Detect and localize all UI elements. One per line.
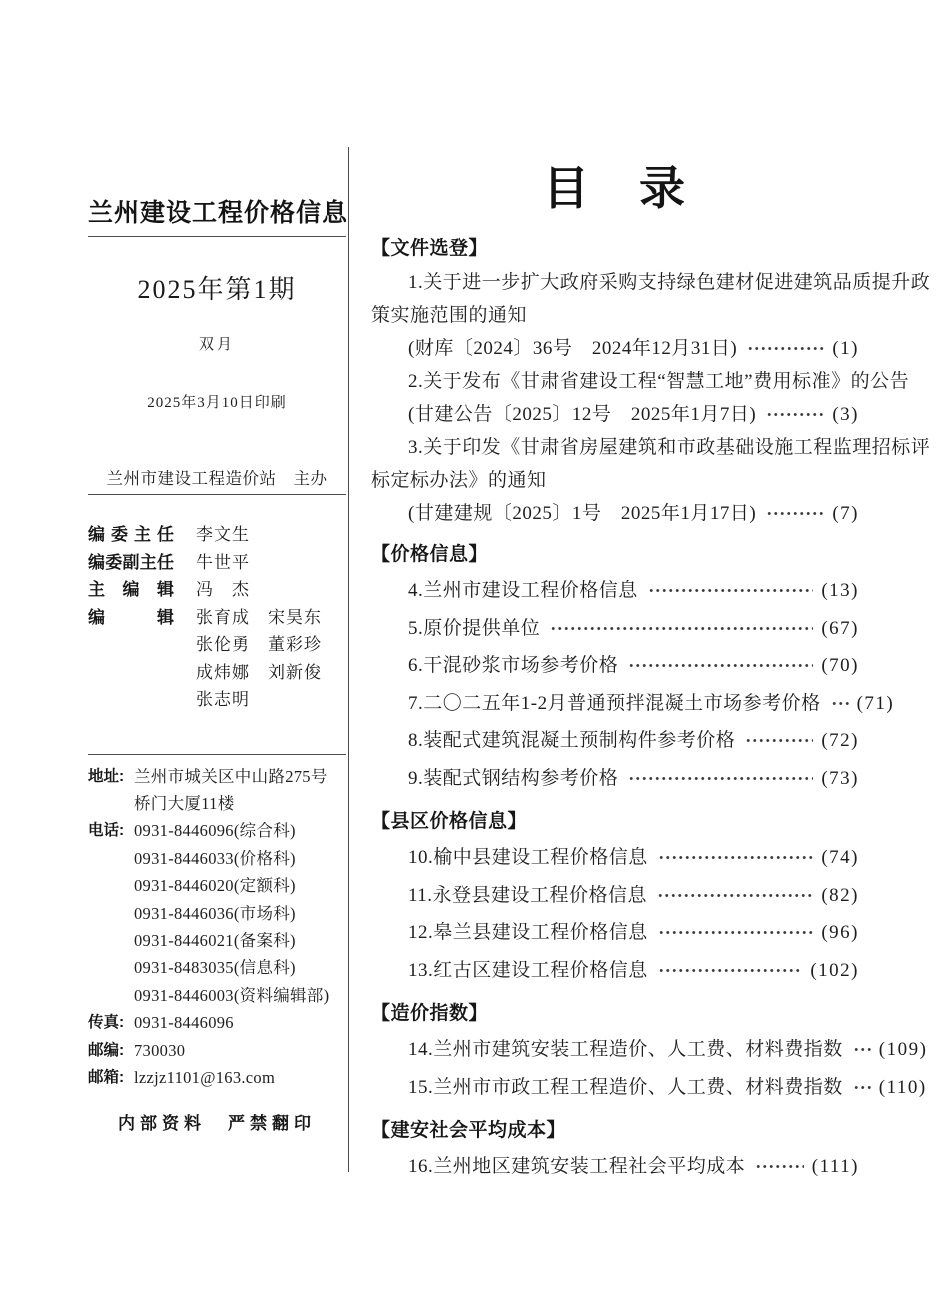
contact-value: 0931-8446096(综合科) bbox=[134, 821, 296, 841]
contact-row bbox=[88, 1037, 346, 1064]
organizer: 兰州市建设工程造价站 主办 bbox=[88, 469, 346, 495]
contact-block bbox=[88, 763, 346, 1092]
toc-dot-leader bbox=[550, 619, 813, 638]
toc-dot-leader bbox=[747, 339, 824, 358]
editorial-label bbox=[88, 659, 174, 687]
toc-section-header: 【文件选登】 bbox=[371, 238, 489, 259]
contact-label bbox=[88, 845, 134, 872]
editorial-row bbox=[88, 521, 346, 549]
toc-item-text: 7.二〇二五年1-2月普通预拌混凝土市场参考价格 bbox=[408, 692, 821, 714]
right-column bbox=[371, 158, 931, 1186]
toc-dot-leader bbox=[657, 886, 813, 905]
contact-row bbox=[88, 817, 346, 844]
toc-item-text: (财库〔2024〕36号 2024年12月31日) bbox=[408, 338, 738, 359]
contact-row bbox=[88, 1064, 346, 1091]
contact-value: 桥门大厦11楼 bbox=[134, 793, 235, 813]
editorial-row bbox=[88, 631, 346, 659]
contact-value: 兰州市城关区中山路275号 bbox=[134, 766, 328, 786]
toc-item-text: (甘建公告〔2025〕12号 2025年1月7日) bbox=[408, 404, 757, 425]
toc-page-number: (73) bbox=[821, 767, 859, 789]
toc-dot-leader bbox=[853, 1078, 871, 1097]
editorial-label bbox=[88, 631, 174, 659]
editorial-label: 主编辑 bbox=[88, 580, 174, 599]
contact-label bbox=[88, 900, 134, 927]
toc-item-text: 14.兰州市建筑安装工程造价、人工费、材料费指数 bbox=[408, 1039, 843, 1060]
toc-page-number: (110) bbox=[878, 1076, 927, 1098]
toc-item-text: 9.装配式钢结构参考价格 bbox=[408, 767, 619, 789]
toc-item-text: 10.榆中县建设工程价格信息 bbox=[408, 847, 648, 868]
contact-label: 邮编: bbox=[88, 1041, 125, 1059]
contact-row bbox=[88, 872, 346, 899]
editorial-label: 编委副主任 bbox=[88, 552, 174, 572]
contact-row bbox=[88, 1009, 346, 1036]
editorial-names: 牛世平 bbox=[196, 552, 250, 572]
toc-entry bbox=[371, 877, 859, 915]
toc-page-number: (67) bbox=[821, 617, 859, 639]
toc-dot-leader bbox=[766, 405, 824, 424]
toc-page-number: (1) bbox=[832, 338, 859, 359]
contact-row bbox=[88, 790, 346, 817]
contact-label bbox=[88, 790, 134, 817]
editorial-label: 编委主任 bbox=[88, 525, 174, 544]
toc-page-number: (70) bbox=[821, 655, 859, 676]
contact-value: lzzjz1101@163.com bbox=[134, 1067, 276, 1087]
toc-item-text: 6.干混砂浆市场参考价格 bbox=[408, 655, 619, 676]
toc-entry bbox=[371, 1069, 927, 1107]
toc-entry bbox=[371, 685, 895, 723]
contact-label bbox=[88, 872, 134, 899]
toc-dot-leader bbox=[755, 1157, 803, 1176]
toc-item-line: 2.关于发布《甘肃省建设工程“智慧工地”费用标准》的公告 bbox=[408, 371, 910, 392]
editorial-names: 冯 杰 bbox=[196, 580, 250, 599]
toc-item-text: (甘建建规〔2025〕1号 2025年1月17日) bbox=[408, 503, 757, 524]
publication-title: 兰州建设工程价格信息 bbox=[88, 199, 349, 227]
toc-page-number: (82) bbox=[821, 884, 859, 906]
toc-item-text: 5.原价提供单位 bbox=[408, 617, 541, 639]
toc-entry bbox=[371, 332, 859, 365]
editorial-names: 张志明 bbox=[196, 690, 250, 709]
toc-entry bbox=[371, 1148, 859, 1186]
editorial-row bbox=[88, 549, 346, 577]
toc-item-line: 标定标办法》的通知 bbox=[371, 470, 547, 491]
toc-dot-leader bbox=[648, 581, 814, 600]
toc-entry bbox=[371, 1031, 928, 1069]
toc-entry bbox=[371, 610, 859, 648]
editorial-label bbox=[88, 686, 174, 714]
toc-dot-leader bbox=[745, 731, 813, 750]
toc-page-number: (96) bbox=[821, 922, 859, 943]
toc-item-line: 3.关于印发《甘肃省房屋建筑和市政基础设施工程监理招标评 bbox=[408, 437, 931, 458]
print-date: 2025年3月10日印刷 bbox=[147, 395, 287, 411]
contact-value: 0931-8446003(资料编辑部) bbox=[134, 985, 330, 1005]
toc-section-header: 【县区价格信息】 bbox=[371, 811, 528, 832]
issue-number: 2025年第1期 bbox=[137, 275, 297, 304]
contact-row bbox=[88, 982, 346, 1009]
toc-dot-leader bbox=[658, 848, 814, 867]
editorial-board bbox=[88, 521, 346, 714]
contact-value: 730030 bbox=[134, 1040, 186, 1060]
toc-page-number: (13) bbox=[821, 580, 859, 601]
left-column bbox=[88, 196, 349, 1137]
toc-dot-leader bbox=[628, 656, 813, 675]
toc-entry bbox=[371, 398, 859, 431]
editorial-row bbox=[88, 686, 346, 714]
editorial-names: 李文生 bbox=[196, 525, 250, 544]
toc-section-header: 【建安社会平均成本】 bbox=[371, 1120, 567, 1141]
editorial-label: 编辑 bbox=[88, 607, 174, 627]
contact-label: 传真: bbox=[88, 1014, 125, 1032]
toc-dot-leader bbox=[853, 1040, 871, 1059]
toc-dot-leader bbox=[628, 769, 813, 788]
contact-label: 电话: bbox=[88, 822, 125, 840]
confidential-notice: 内部资料 严禁翻印 bbox=[118, 1114, 316, 1134]
toc-page-number: (102) bbox=[810, 959, 859, 981]
toc-page-number: (72) bbox=[821, 730, 859, 751]
editorial-row bbox=[88, 604, 346, 632]
contact-value: 0931-8446021(备案科) bbox=[134, 930, 296, 950]
contact-label bbox=[88, 954, 134, 981]
editorial-row bbox=[88, 659, 346, 687]
contact-value: 0931-8446033(价格科) bbox=[134, 848, 296, 868]
toc-dot-leader bbox=[831, 694, 849, 713]
toc-entry bbox=[371, 914, 859, 952]
toc-item-text: 16.兰州地区建筑安装工程社会平均成本 bbox=[408, 1156, 746, 1177]
toc-entry bbox=[371, 722, 859, 760]
contact-rule bbox=[88, 754, 346, 755]
contact-value: 0931-8483035(信息科) bbox=[134, 958, 296, 978]
toc-page-number: (74) bbox=[821, 847, 859, 868]
toc-item-text: 11.永登县建设工程价格信息 bbox=[408, 884, 648, 906]
contact-row bbox=[88, 845, 346, 872]
toc-dot-leader bbox=[658, 923, 814, 942]
toc-entry bbox=[371, 760, 859, 798]
contact-value: 0931-8446096 bbox=[134, 1013, 234, 1033]
contact-label: 邮箱: bbox=[88, 1068, 125, 1086]
editorial-names: 张育成 宋昊东 bbox=[196, 607, 322, 627]
contact-label bbox=[88, 982, 134, 1009]
toc-dot-leader bbox=[658, 961, 803, 980]
toc-entry bbox=[371, 839, 859, 877]
contact-row bbox=[88, 900, 346, 927]
toc-item-text: 15.兰州市市政工程工程造价、人工费、材料费指数 bbox=[408, 1076, 843, 1098]
toc-item-line: 策实施范围的通知 bbox=[371, 305, 528, 326]
toc-item-line: 1.关于进一步扩大政府采购支持绿色建材促进建筑品质提升政 bbox=[408, 272, 931, 293]
toc-entry bbox=[371, 952, 859, 990]
title-rule bbox=[88, 236, 346, 237]
toc-item-text: 13.红古区建设工程价格信息 bbox=[408, 959, 648, 981]
toc-section-header: 【造价指数】 bbox=[371, 1003, 489, 1024]
contact-row bbox=[88, 927, 346, 954]
toc-page-number: (109) bbox=[878, 1039, 928, 1060]
contact-label bbox=[88, 927, 134, 954]
column-divider bbox=[348, 147, 349, 1172]
toc-title: 目 录 bbox=[543, 163, 687, 214]
toc-page-number: (3) bbox=[832, 404, 859, 425]
contact-value: 0931-8446036(市场科) bbox=[134, 903, 296, 923]
toc-page-number: (7) bbox=[832, 503, 859, 524]
toc-entry bbox=[371, 572, 859, 610]
toc-item-text: 8.装配式建筑混凝土预制构件参考价格 bbox=[408, 730, 736, 751]
toc-item-text: 12.皋兰县建设工程价格信息 bbox=[408, 922, 648, 943]
contact-row bbox=[88, 954, 346, 981]
contact-row bbox=[88, 763, 346, 790]
editorial-names: 成炜娜 刘新俊 bbox=[196, 662, 322, 682]
toc-entry bbox=[371, 647, 859, 685]
toc-page-number: (71) bbox=[856, 692, 895, 714]
publication-frequency: 双月 bbox=[198, 337, 235, 353]
contact-label: 地址: bbox=[88, 767, 125, 785]
editorial-names: 张伦勇 董彩珍 bbox=[196, 635, 322, 654]
toc-page-number: (111) bbox=[811, 1156, 859, 1177]
editorial-row bbox=[88, 576, 346, 604]
contact-value: 0931-8446020(定额科) bbox=[134, 876, 296, 896]
toc-dot-leader bbox=[766, 504, 824, 523]
toc-entry bbox=[371, 497, 859, 530]
toc-item-text: 4.兰州市建设工程价格信息 bbox=[408, 580, 638, 601]
toc-section-header: 【价格信息】 bbox=[371, 544, 489, 565]
